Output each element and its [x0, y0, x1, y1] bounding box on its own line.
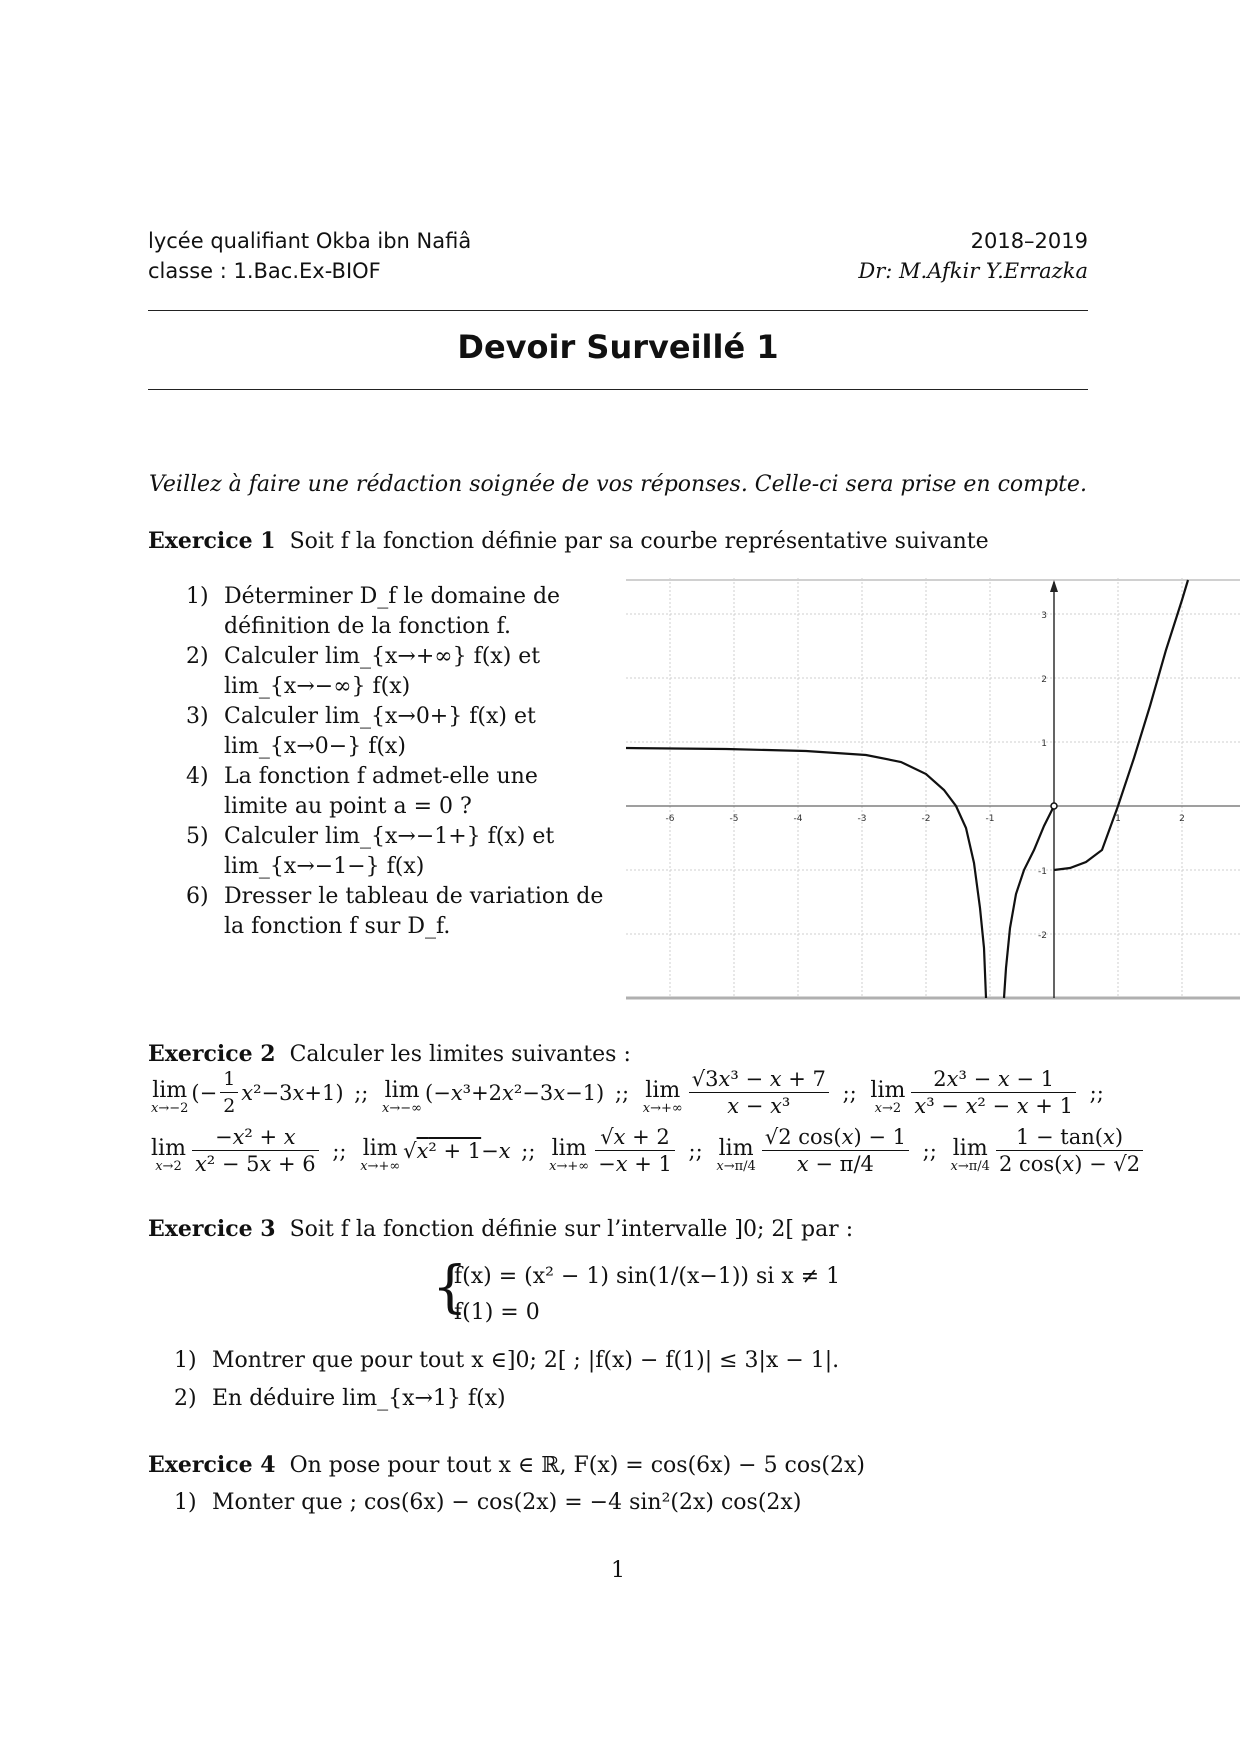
exercise-1-label: Exercice 1: [148, 528, 276, 554]
ex1-item-3: 3) Calculer lim_{x→0+} f(x) et lim_{x→0−} f(x): [186, 704, 536, 759]
y-tick-label: 1: [1041, 739, 1047, 749]
definition-line-2: f(1) = 0: [454, 1300, 540, 1325]
y-tick-label: -2: [1038, 931, 1047, 941]
graph-grid: [626, 578, 1240, 998]
curve-middle-branch: [1004, 806, 1054, 998]
curve-left-branch: [626, 748, 986, 998]
x-tick-label: -2: [921, 814, 931, 824]
ex3-item-1: 1) Montrer que pour tout x ∈]0; 2[ ; |f(x) − f(1)| ≤ 3|x − 1|.: [174, 1348, 840, 1373]
exercise-4-label: Exercice 4: [148, 1452, 276, 1478]
ex1-item-6: 6) Dresser le tableau de variation de la fonction f sur D_f.: [186, 884, 604, 939]
open-point-origin: [1051, 803, 1057, 809]
exercise-3-questions: [174, 1346, 1074, 1414]
exercise-4-intro: On pose pour tout x ∈ ℝ, F(x) = cos(6x) − 5 cos(2x): [289, 1453, 865, 1478]
exercise-2-label: Exercice 2: [148, 1041, 276, 1067]
exercise-3-label: Exercice 3: [148, 1216, 276, 1242]
exercise-4-heading: [148, 1450, 1088, 1481]
x-tick-label: 2: [1179, 814, 1185, 824]
function-graph: [626, 578, 1240, 1002]
piecewise-definition: [432, 1255, 841, 1328]
school-year: 2018–2019: [970, 229, 1088, 253]
x-tick-label: 1: [1115, 814, 1121, 824]
school-name: lycée qualifiant Okba ibn Nafiâ: [148, 229, 472, 253]
exercise-3-heading: [148, 1214, 1088, 1245]
limits-row-1: lim x→−2 (− $\frac{1}{2}$ x²−3x+1) ;; lim x→−∞ (−x³+2x²−3x−1) ;; lim x→+∞ $\frac{\text{√3x³ − x + 7}}{\text{x − x³}}$ ;; lim x→2 $\frac{\text{2x³ − x − 1}}{\text{x³ − x² − x + 1}}$ ;;: [151, 1067, 1104, 1118]
curve-right-branch: [1054, 580, 1188, 870]
x-tick-label: -3: [857, 814, 867, 824]
exercise-1-questions: [186, 582, 606, 942]
top-rule: [148, 310, 1088, 311]
ex1-item-2: 2) Calculer lim_{x→+∞} f(x) et lim_{x→−∞} f(x): [186, 644, 541, 699]
brace: {: [432, 1255, 468, 1320]
page-title: Devoir Surveillé 1: [457, 328, 779, 366]
limits-row-2: lim x→2 $\frac{\text{−x² + x}}{\text{x² − 5x + 6}}$ ;; lim x→+∞ √x² + 1−x ;; lim x→+∞ $\frac{√x + 2}{-x + 1}$ ;; lim x→π/4 $\frac{√2 \cos(x) - 1}{x - \pi/4}$ ;; lim x→π/4 $\frac{1 - \tan(x)}{2 \cos(x) - √2}$: [148, 1124, 1148, 1177]
exercise-1-intro: Soit f la fonction définie par sa courbe représentative suivante: [289, 529, 989, 554]
definition-line-1: f(x) = (x² − 1) sin(1/(x−1)) si x ≠ 1: [454, 1264, 841, 1289]
exercise-3-intro: Soit f la fonction définie sur l’intervalle ]0; 2[ par :: [289, 1217, 854, 1242]
exercise-2-intro: Calculer les limites suivantes :: [289, 1042, 631, 1067]
x-tick-label: -6: [665, 814, 675, 824]
class-name: classe : 1.Bac.Ex-BIOF: [148, 259, 381, 283]
ex1-item-1: 1) Déterminer D_f le domaine de définition de la fonction f.: [186, 584, 561, 639]
y-axis-arrow-icon: [1050, 580, 1058, 592]
y-tick-label: 2: [1041, 675, 1047, 685]
exercise-1-heading: [148, 526, 1088, 557]
ex1-item-4: 4) La fonction f admet-elle une limite au point a = 0 ?: [186, 764, 538, 819]
x-tick-label: -4: [793, 814, 803, 824]
ex3-item-2: 2) En déduire lim_{x→1} f(x): [174, 1386, 506, 1411]
bottom-rule: [148, 389, 1088, 390]
exercise-4-questions: [174, 1488, 1074, 1518]
ex4-item-1: 1) Monter que ; cos(6x) − cos(2x) = −4 sin²(2x) cos(2x): [174, 1490, 802, 1515]
ex1-item-5: 5) Calculer lim_{x→−1+} f(x) et lim_{x→−1−} f(x): [186, 824, 555, 879]
y-tick-label: 3: [1041, 611, 1047, 621]
instruction: Veillez à faire une rédaction soignée de vos réponses. Celle-ci sera prise en compte.: [149, 472, 1087, 497]
x-tick-label: -1: [985, 814, 995, 824]
authors: Dr: M.Afkir Y.Errazka: [858, 259, 1088, 283]
x-tick-label: -5: [729, 814, 739, 824]
y-tick-label: -1: [1038, 867, 1047, 877]
page-number: 1: [611, 1558, 625, 1583]
